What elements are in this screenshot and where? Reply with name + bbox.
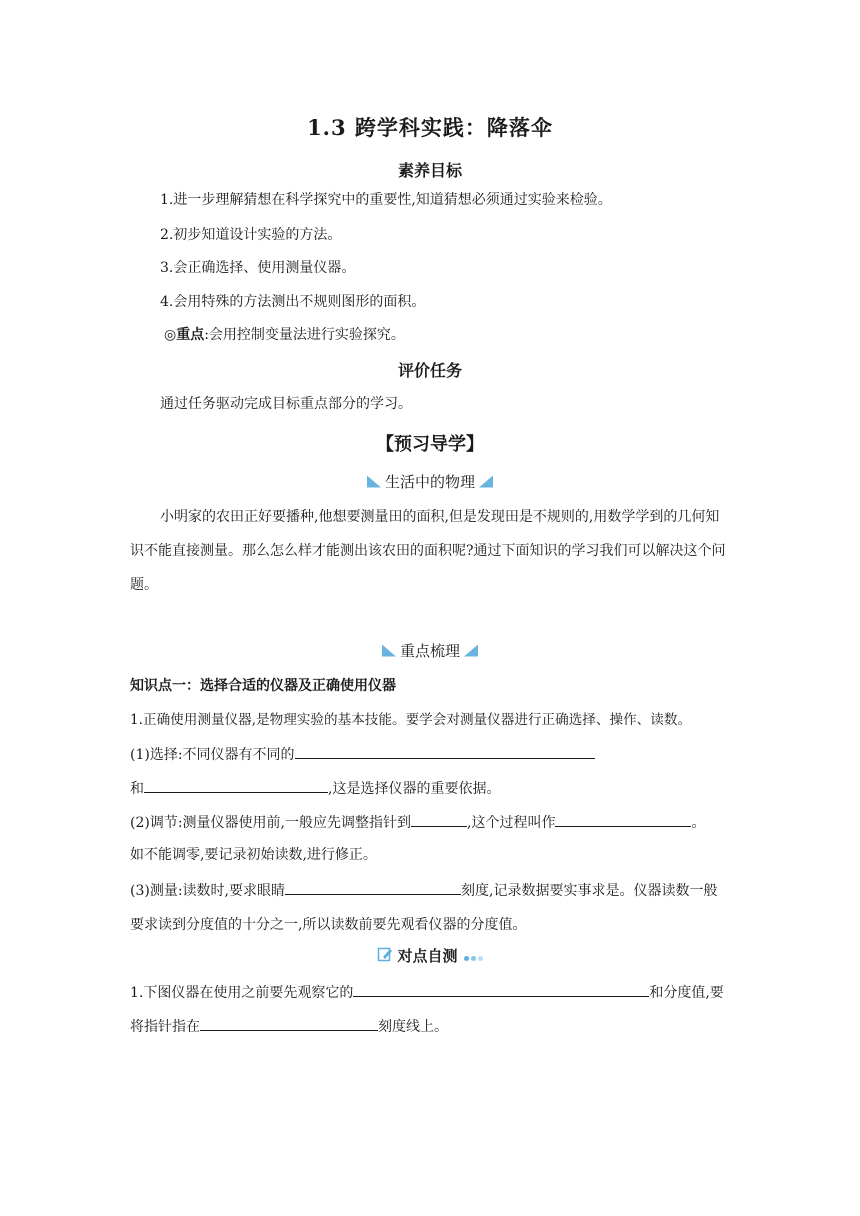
select-text-a: (1)选择:不同仪器有不同的 <box>130 747 295 763</box>
self-test-question-1 <box>130 976 730 1044</box>
evaluation-heading: 评价任务 <box>397 361 462 380</box>
select-line <box>130 743 595 765</box>
kp-line-1: 1.正确使用测量仪器,是物理实验的基本技能。要学会对测量仪器进行正确选择、操作、读数。 <box>130 712 692 728</box>
key-points-title: 重点梳理 <box>399 642 460 660</box>
key-points-banner <box>0 640 860 661</box>
q1-text-a: 1.下图仪器在使用之前要先观察它的 <box>130 985 354 1001</box>
pencil-note-icon <box>377 946 393 966</box>
answer-blank[interactable] <box>200 1015 378 1031</box>
adjust-text-d: 如不能调零,要记录初始读数,进行修正。 <box>130 847 377 863</box>
keypoint-label: 重点 <box>176 327 205 343</box>
adjust-line <box>130 811 705 833</box>
measure-text-b: 刻度,记录数据要实事求是。仪器读数一般要求读到分度值的十分之一,所以读数前要先观看仪器的分度值。 <box>130 883 718 933</box>
keypoint-line <box>164 325 405 345</box>
literacy-item: 4.会用特殊的方法测出不规则图形的面积。 <box>160 294 426 310</box>
banner-right-triangle-icon <box>464 645 478 657</box>
banner-right-triangle-icon <box>479 476 493 488</box>
q1-text-b: 和分度值,要将指针指在 <box>130 985 724 1035</box>
literacy-item: 2.初步知道设计实验的方法。 <box>160 227 342 243</box>
answer-blank[interactable] <box>411 811 467 827</box>
banner-left-triangle-icon <box>382 645 396 657</box>
answer-blank[interactable] <box>555 811 691 827</box>
self-test-banner <box>0 945 860 966</box>
life-physics-title: 生活中的物理 <box>384 473 475 491</box>
answer-blank[interactable] <box>353 981 649 997</box>
select-text-c: ,这是选择仪器的重要依据。 <box>328 781 501 797</box>
literacy-item: 3.会正确选择、使用测量仪器。 <box>160 260 356 276</box>
answer-blank[interactable] <box>285 879 461 895</box>
keypoint-symbol: ◎ <box>164 327 177 343</box>
knowledge-point-title: 知识点一：选择合适的仪器及正确使用仪器 <box>130 678 396 694</box>
q1-text-c: 刻度线上。 <box>378 1019 448 1035</box>
dots-decoration-icon <box>462 947 483 965</box>
answer-blank[interactable] <box>144 777 328 793</box>
keypoint-text: :会用控制变量法进行实验探究。 <box>204 327 405 343</box>
self-test-title: 对点自测 <box>397 947 458 965</box>
select-line-2 <box>130 777 500 799</box>
measure-paragraph <box>130 874 730 942</box>
literacy-heading: 素养目标 <box>397 161 462 180</box>
literacy-item: 1.进一步理解猜想在科学探究中的重要性,知道猜想必须通过实验来检验。 <box>160 192 612 208</box>
evaluation-text: 通过任务驱动完成目标重点部分的学习。 <box>160 396 412 412</box>
life-physics-banner <box>0 471 860 492</box>
adjust-text-a: (2)调节:测量仪器使用前,一般应先调整指针到 <box>130 815 411 831</box>
measure-text-a: (3)测量:读数时,要求眼睛 <box>130 883 285 899</box>
adjust-text-c: 。 <box>691 815 706 831</box>
page-title: 1.3 跨学科实践：降落伞 <box>307 115 553 140</box>
select-text-b: 和 <box>130 781 144 797</box>
life-physics-text: 小明家的农田正好要播种,他想要测量田的面积,但是发现田是不规则的,用数学学到的几何知识不能直接测量。那么怎么样才能测出该农田的面积呢?通过下面知识的学习我们可以解决这个问题。 <box>130 509 726 593</box>
banner-left-triangle-icon <box>367 476 381 488</box>
adjust-text-b: ,这个过程叫作 <box>467 815 556 831</box>
answer-blank[interactable] <box>295 743 595 759</box>
preview-heading: 【预习导学】 <box>376 434 484 455</box>
